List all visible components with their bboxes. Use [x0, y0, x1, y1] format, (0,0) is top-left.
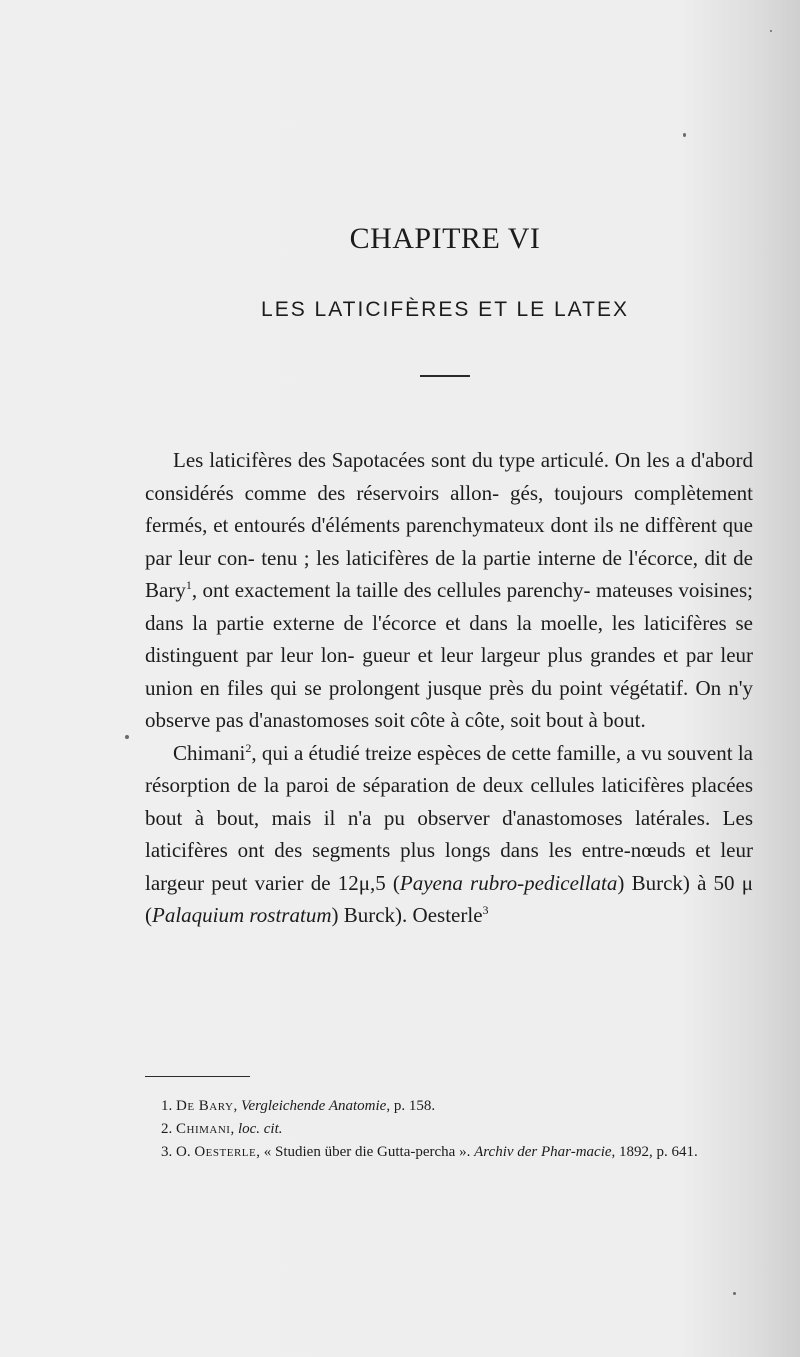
chapter-number: CHAPITRE VI [349, 222, 541, 255]
scan-speck [770, 30, 772, 32]
footnote-prefix: O. [176, 1144, 191, 1160]
footnote-ref-3: 3 [482, 903, 489, 917]
footnote-author: De Bary [176, 1098, 234, 1114]
text-line: a vu souvent la résorption de la paroi de séparation de [145, 740, 753, 797]
text-line: pu observer d'anastomoses latérales. Les laticifères ont [145, 805, 753, 862]
footnote-ref-2: 2 [245, 740, 252, 755]
text-line: gueur et leur largeur plus grandes et par leur union en [145, 643, 754, 700]
scan-speck [683, 133, 686, 137]
text-line: mateuses voisines; dans la partie externe de l'écorce et [145, 578, 753, 635]
footnote-rest: , 1892, p. 641. [611, 1144, 698, 1160]
text-line: gés, toujours complètement fermés, et entourés d'éléments [145, 480, 753, 537]
footnote-2 [145, 1118, 753, 1141]
footnote-number: 3. [161, 1144, 173, 1160]
text-line: largeur peut varier de 12μ,5 ( [145, 870, 400, 895]
text-line: tenu ; les laticifères de la partie interne de l'écorce, dit [261, 545, 727, 570]
text-line: On les a d'abord considérés comme des réservoirs allon- [145, 448, 753, 505]
footnote-divider [145, 1076, 250, 1077]
text-line: bout à bout. [545, 708, 646, 732]
footnote-title: loc. cit. [237, 1121, 283, 1137]
body-text [145, 444, 753, 932]
footnote-author: Oesterle [194, 1144, 257, 1160]
footnote-number: 1. [161, 1098, 173, 1114]
paragraph-2: Chimani$^2$, qui a étudié treize espèces de cette famille, a vu souvent la résorption de la paroi de séparation de deux cellules laticifères placées bout à bout, mais il n'a pu observer d'anastomoses latérales. Les laticifères ont des segments plus longs dans les entre-nœuds et leur largeur peut varier de 12μ,5 (Payena rubro-pedicellata) Burck) à 50 μ (Palaquium rostratum) Burck). Oesterle$^3$ [145, 740, 754, 927]
text-line: Burck) à 50 μ ( [145, 870, 753, 927]
footnote-separator: , [256, 1144, 260, 1160]
scan-speck [125, 735, 129, 739]
paragraph-1 [145, 444, 753, 737]
text-line: Les laticifères des Sapotacées sont du type articulé. [173, 448, 609, 472]
text-line: de Bary [145, 545, 753, 602]
footnote-1 [145, 1095, 753, 1118]
footnote-3 [145, 1141, 753, 1164]
footnote-title: Archiv der Phar-macie [474, 1144, 612, 1160]
chapter-title: LES LATICIFÈRES ET LE LATEX [261, 298, 629, 321]
species-name: Payena rubro-pedicellata [399, 870, 618, 895]
footnote-number: 2. [161, 1121, 173, 1137]
footnote-ref-1: 1 [185, 578, 192, 592]
title-divider [420, 375, 470, 377]
text-line: dans la moelle, les laticifères se distinguent par leur lon- [145, 610, 753, 667]
text-line: , ont exactement la taille des cellules parenchy- [191, 578, 591, 602]
text-line: des segments plus longs dans les entre-nœuds et leur [274, 838, 753, 862]
text-line: Burck). Oesterle [338, 903, 483, 927]
scan-speck [733, 1292, 736, 1295]
footnote-author: Chimani [176, 1121, 231, 1137]
text-line: parenchymateux dont ils ne diffèrent que par leur con- [145, 513, 754, 570]
footnote-rest: , p. 158. [386, 1098, 436, 1114]
species-name: Palaquium rostratum [152, 903, 332, 927]
text-line: , qui a étudié treize espèces de cette famille, [251, 740, 622, 765]
footnote-separator: , [233, 1098, 238, 1114]
text-line: deux cellules laticifères placées bout à bout, mais il n'a [145, 773, 754, 830]
text-line: files qui se prolongent jusque près du point végétatif. [226, 675, 689, 700]
footnote-quoted: « Studien über die Gutta-percha ». [263, 1144, 471, 1160]
text-line: On n'y observe pas d'anastomoses soit côte à côte, soit [145, 675, 754, 732]
text-line: Chimani [173, 740, 246, 765]
footnotes [145, 1095, 753, 1164]
footnote-separator: , [230, 1121, 235, 1137]
footnote-title: Vergleichende Anatomie [240, 1098, 387, 1114]
